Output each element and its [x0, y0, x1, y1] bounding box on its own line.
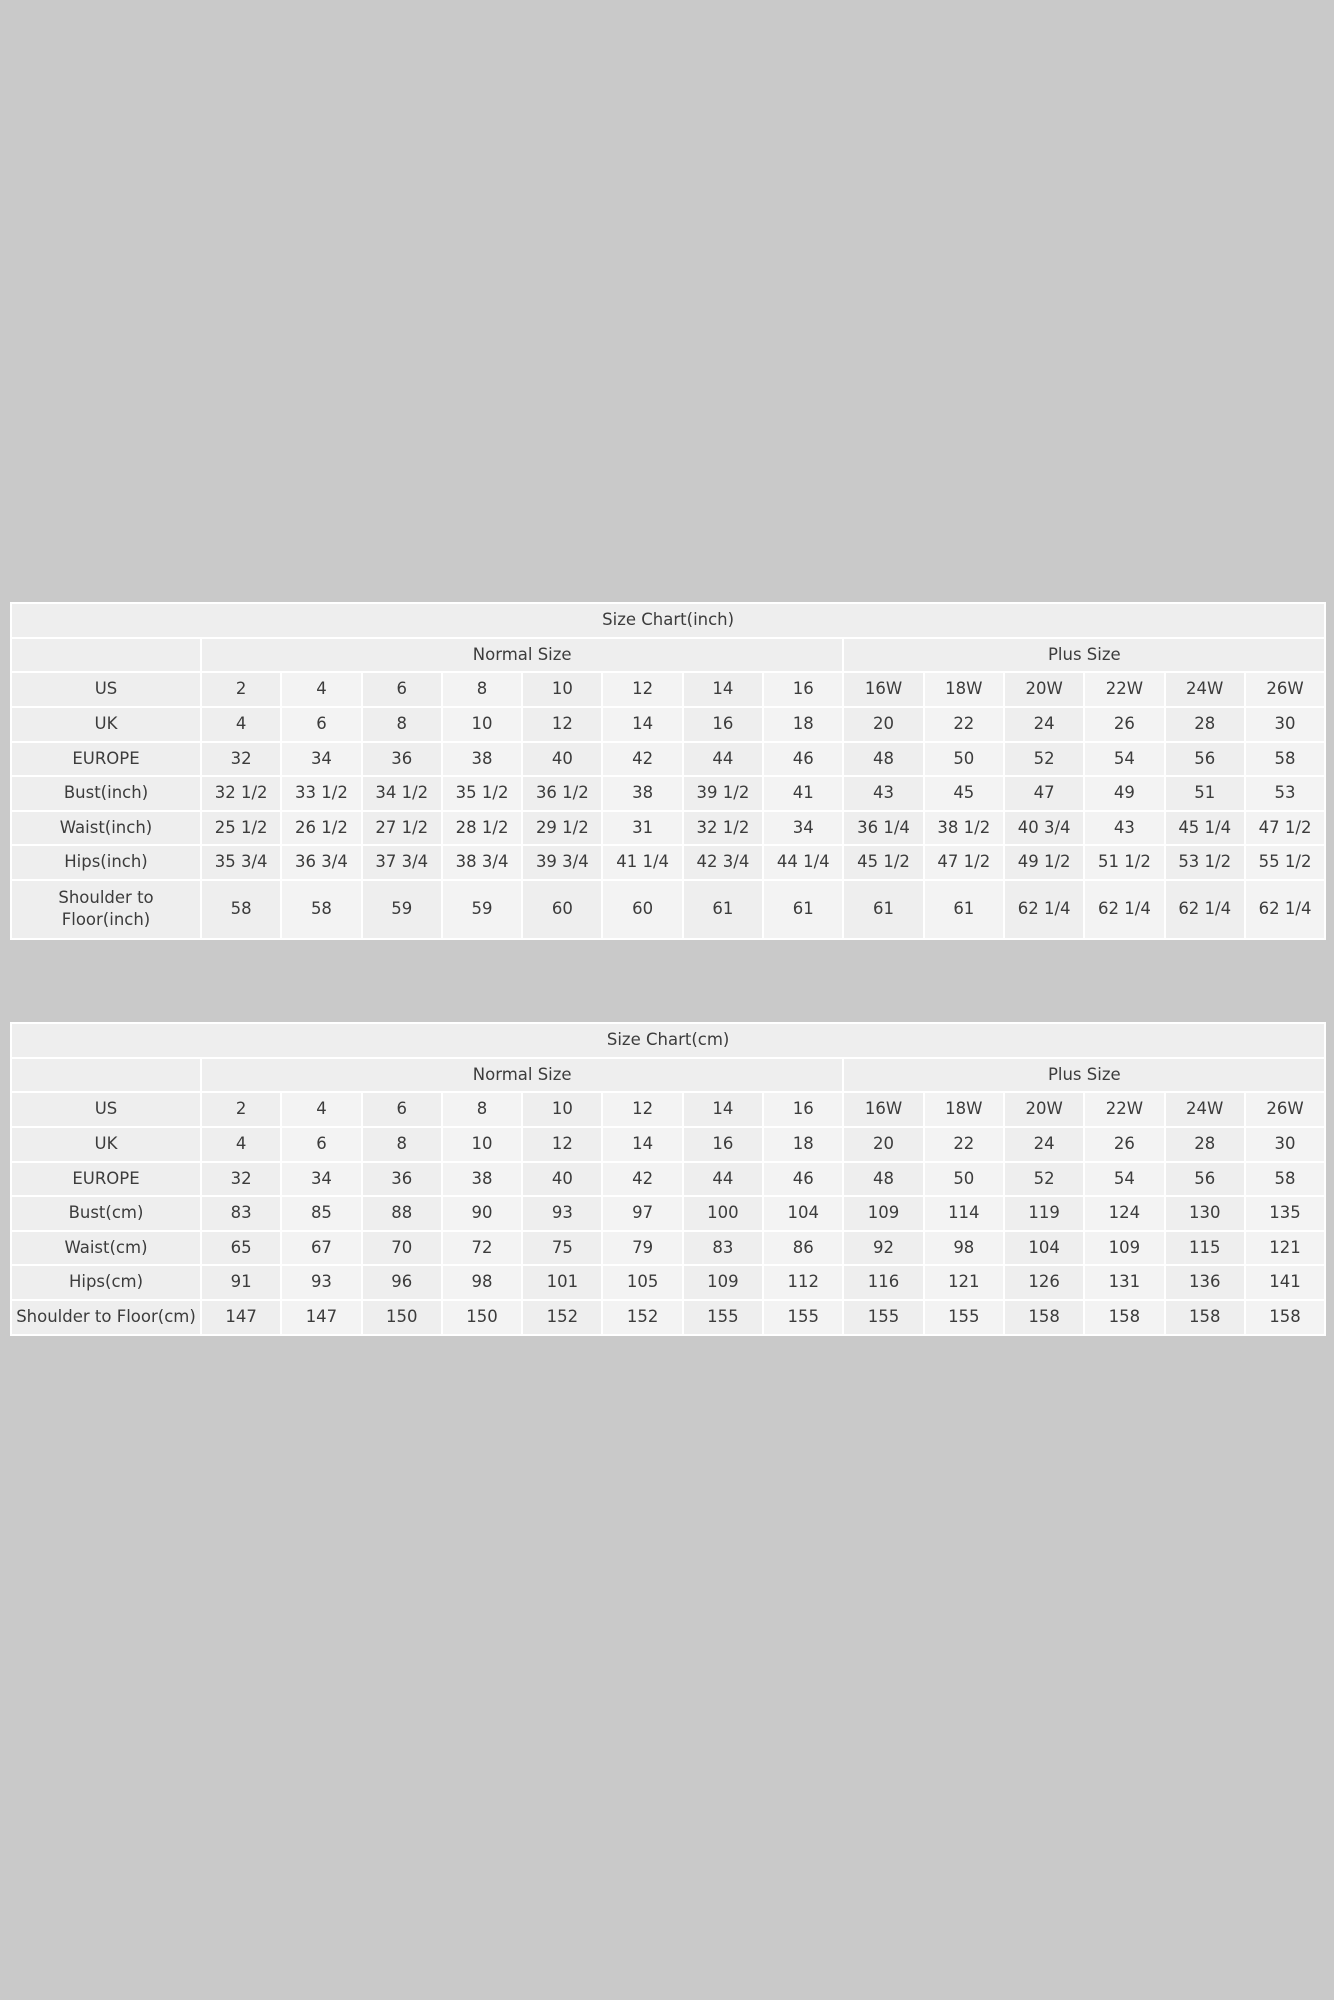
cell: 109 — [683, 1265, 763, 1300]
cell: 67 — [281, 1231, 361, 1266]
cell: 42 3/4 — [683, 845, 763, 880]
cell: 26 1/2 — [281, 811, 361, 846]
cell: 30 — [1245, 1127, 1325, 1162]
cell: 40 — [522, 1162, 602, 1197]
cell: 40 3/4 — [1004, 811, 1084, 846]
cell: 42 — [602, 1162, 682, 1197]
cell: 4 — [281, 1092, 361, 1127]
cell: 61 — [763, 880, 843, 939]
cell: 22W — [1084, 672, 1164, 707]
cell: 20 — [843, 1127, 923, 1162]
cell: 22 — [924, 707, 1004, 742]
corner-cell — [11, 1058, 201, 1093]
cell: 32 1/2 — [201, 776, 281, 811]
cell: 97 — [602, 1196, 682, 1231]
cell: 27 1/2 — [362, 811, 442, 846]
cell: 50 — [924, 742, 1004, 777]
cell: 61 — [924, 880, 1004, 939]
chart-title-inch: Size Chart(inch) — [11, 603, 1325, 638]
cell: 36 1/2 — [522, 776, 602, 811]
cell: 10 — [522, 1092, 602, 1127]
cell: 24 — [1004, 707, 1084, 742]
cell: 22 — [924, 1127, 1004, 1162]
cell: 33 1/2 — [281, 776, 361, 811]
cell: 34 1/2 — [362, 776, 442, 811]
cell: 47 — [1004, 776, 1084, 811]
cell: 91 — [201, 1265, 281, 1300]
row-header-shoulder-to-floor: Shoulder to Floor(cm) — [11, 1300, 201, 1335]
cell: 158 — [1245, 1300, 1325, 1335]
cell: 56 — [1165, 742, 1245, 777]
cell: 90 — [442, 1196, 522, 1231]
cell: 60 — [602, 880, 682, 939]
cell: 45 1/4 — [1165, 811, 1245, 846]
cell: 62 1/4 — [1084, 880, 1164, 939]
cell: 35 3/4 — [201, 845, 281, 880]
cell: 34 — [281, 742, 361, 777]
cell: 36 — [362, 1162, 442, 1197]
cell: 26 — [1084, 707, 1164, 742]
cell: 2 — [201, 1092, 281, 1127]
cell: 155 — [843, 1300, 923, 1335]
cell: 60 — [522, 880, 602, 939]
cell: 152 — [602, 1300, 682, 1335]
cell: 59 — [362, 880, 442, 939]
cell: 16W — [843, 672, 923, 707]
group-header-normal-size: Normal Size — [201, 1058, 843, 1093]
cell: 147 — [281, 1300, 361, 1335]
table-row — [11, 1300, 1325, 1335]
cell: 16 — [683, 707, 763, 742]
cell: 93 — [281, 1265, 361, 1300]
cell: 16 — [763, 672, 843, 707]
cell: 126 — [1004, 1265, 1084, 1300]
row-header-uk: UK — [11, 1127, 201, 1162]
cell: 52 — [1004, 742, 1084, 777]
cell: 20W — [1004, 1092, 1084, 1127]
cell: 37 3/4 — [362, 845, 442, 880]
cell: 50 — [924, 1162, 1004, 1197]
table-row — [11, 1231, 1325, 1266]
cell: 28 1/2 — [442, 811, 522, 846]
cell: 58 — [281, 880, 361, 939]
cell: 136 — [1165, 1265, 1245, 1300]
cell: 150 — [442, 1300, 522, 1335]
cell: 116 — [843, 1265, 923, 1300]
cell: 135 — [1245, 1196, 1325, 1231]
table-row — [11, 1265, 1325, 1300]
cell: 45 — [924, 776, 1004, 811]
cell: 52 — [1004, 1162, 1084, 1197]
cell: 14 — [602, 1127, 682, 1162]
cell: 28 — [1165, 707, 1245, 742]
cell: 86 — [763, 1231, 843, 1266]
cell: 98 — [442, 1265, 522, 1300]
cell: 8 — [362, 1127, 442, 1162]
cell: 18 — [763, 707, 843, 742]
table-row — [11, 1127, 1325, 1162]
cell: 26W — [1245, 1092, 1325, 1127]
cell: 53 1/2 — [1165, 845, 1245, 880]
cell: 121 — [924, 1265, 1004, 1300]
row-header-hips: Hips(inch) — [11, 845, 201, 880]
cell: 4 — [281, 672, 361, 707]
cell: 49 1/2 — [1004, 845, 1084, 880]
cell: 46 — [763, 1162, 843, 1197]
cell: 109 — [1084, 1231, 1164, 1266]
cell: 16 — [763, 1092, 843, 1127]
table-row — [11, 707, 1325, 742]
cell: 155 — [763, 1300, 843, 1335]
cell: 58 — [201, 880, 281, 939]
cell: 104 — [763, 1196, 843, 1231]
cell: 101 — [522, 1265, 602, 1300]
cell: 44 1/4 — [763, 845, 843, 880]
cell: 25 1/2 — [201, 811, 281, 846]
cell: 8 — [442, 672, 522, 707]
cell: 24 — [1004, 1127, 1084, 1162]
cell: 48 — [843, 1162, 923, 1197]
table-row — [11, 845, 1325, 880]
cell: 4 — [201, 1127, 281, 1162]
cell: 38 3/4 — [442, 845, 522, 880]
cell: 40 — [522, 742, 602, 777]
cell: 26W — [1245, 672, 1325, 707]
cell: 158 — [1165, 1300, 1245, 1335]
row-header-shoulder-to-floor: Shoulder to Floor(inch) — [11, 880, 201, 939]
cell: 96 — [362, 1265, 442, 1300]
cell: 38 — [602, 776, 682, 811]
cell: 12 — [602, 672, 682, 707]
cell: 56 — [1165, 1162, 1245, 1197]
cell: 58 — [1245, 742, 1325, 777]
cell: 61 — [843, 880, 923, 939]
group-header-normal-size: Normal Size — [201, 638, 843, 673]
cell: 155 — [924, 1300, 1004, 1335]
cell: 2 — [201, 672, 281, 707]
cell: 114 — [924, 1196, 1004, 1231]
cell: 49 — [1084, 776, 1164, 811]
cell: 31 — [602, 811, 682, 846]
cell: 6 — [362, 672, 442, 707]
cell: 20W — [1004, 672, 1084, 707]
cell: 44 — [683, 1162, 763, 1197]
cell: 105 — [602, 1265, 682, 1300]
cell: 42 — [602, 742, 682, 777]
cell: 121 — [1245, 1231, 1325, 1266]
row-header-us: US — [11, 672, 201, 707]
row-header-uk: UK — [11, 707, 201, 742]
row-header-us: US — [11, 1092, 201, 1127]
cell: 72 — [442, 1231, 522, 1266]
cell: 26 — [1084, 1127, 1164, 1162]
cell: 38 — [442, 1162, 522, 1197]
cell: 35 1/2 — [442, 776, 522, 811]
cell: 100 — [683, 1196, 763, 1231]
cell: 47 1/2 — [924, 845, 1004, 880]
cell: 112 — [763, 1265, 843, 1300]
cell: 141 — [1245, 1265, 1325, 1300]
cell: 152 — [522, 1300, 602, 1335]
cell: 62 1/4 — [1004, 880, 1084, 939]
cell: 36 — [362, 742, 442, 777]
cell: 85 — [281, 1196, 361, 1231]
cell: 12 — [602, 1092, 682, 1127]
row-header-europe: EUROPE — [11, 1162, 201, 1197]
cell: 39 3/4 — [522, 845, 602, 880]
cell: 58 — [1245, 1162, 1325, 1197]
cell: 38 1/2 — [924, 811, 1004, 846]
cell: 24W — [1165, 672, 1245, 707]
cell: 65 — [201, 1231, 281, 1266]
cell: 14 — [683, 1092, 763, 1127]
cell: 30 — [1245, 707, 1325, 742]
cell: 83 — [201, 1196, 281, 1231]
table-row — [11, 880, 1325, 939]
chart-title-cm: Size Chart(cm) — [11, 1023, 1325, 1058]
row-header-hips: Hips(cm) — [11, 1265, 201, 1300]
group-header-plus-size: Plus Size — [843, 638, 1325, 673]
cell: 115 — [1165, 1231, 1245, 1266]
cell: 79 — [602, 1231, 682, 1266]
cell: 55 1/2 — [1245, 845, 1325, 880]
cell: 61 — [683, 880, 763, 939]
cell: 8 — [362, 707, 442, 742]
cell: 14 — [683, 672, 763, 707]
cell: 59 — [442, 880, 522, 939]
cell: 155 — [683, 1300, 763, 1335]
table-group-row — [11, 638, 1325, 673]
cell: 34 — [281, 1162, 361, 1197]
cell: 88 — [362, 1196, 442, 1231]
cell: 36 3/4 — [281, 845, 361, 880]
cell: 109 — [843, 1196, 923, 1231]
row-header-bust: Bust(cm) — [11, 1196, 201, 1231]
cell: 29 1/2 — [522, 811, 602, 846]
cell: 32 1/2 — [683, 811, 763, 846]
table-group-row — [11, 1058, 1325, 1093]
row-header-bust: Bust(inch) — [11, 776, 201, 811]
cell: 18 — [763, 1127, 843, 1162]
row-header-waist: Waist(cm) — [11, 1231, 201, 1266]
size-chart-inch-table — [10, 602, 1326, 940]
cell: 92 — [843, 1231, 923, 1266]
table-row — [11, 742, 1325, 777]
cell: 10 — [442, 1127, 522, 1162]
cell: 98 — [924, 1231, 1004, 1266]
cell: 38 — [442, 742, 522, 777]
table-row — [11, 1196, 1325, 1231]
cell: 54 — [1084, 1162, 1164, 1197]
cell: 16 — [683, 1127, 763, 1162]
cell: 150 — [362, 1300, 442, 1335]
cell: 53 — [1245, 776, 1325, 811]
cell: 41 — [763, 776, 843, 811]
cell: 46 — [763, 742, 843, 777]
cell: 8 — [442, 1092, 522, 1127]
cell: 130 — [1165, 1196, 1245, 1231]
cell: 10 — [442, 707, 522, 742]
cell: 45 1/2 — [843, 845, 923, 880]
table-title-row — [11, 1023, 1325, 1058]
cell: 147 — [201, 1300, 281, 1335]
size-chart-inch-block — [10, 602, 1324, 940]
cell: 18W — [924, 672, 1004, 707]
cell: 51 — [1165, 776, 1245, 811]
cell: 36 1/4 — [843, 811, 923, 846]
size-chart-cm-table — [10, 1022, 1326, 1336]
cell: 54 — [1084, 742, 1164, 777]
table-row — [11, 672, 1325, 707]
cell: 158 — [1084, 1300, 1164, 1335]
cell: 43 — [843, 776, 923, 811]
cell: 158 — [1004, 1300, 1084, 1335]
table-row — [11, 1092, 1325, 1127]
size-chart-cm-block — [10, 1022, 1324, 1336]
cell: 44 — [683, 742, 763, 777]
cell: 48 — [843, 742, 923, 777]
cell: 20 — [843, 707, 923, 742]
cell: 119 — [1004, 1196, 1084, 1231]
cell: 6 — [281, 707, 361, 742]
row-header-europe: EUROPE — [11, 742, 201, 777]
cell: 6 — [281, 1127, 361, 1162]
cell: 62 1/4 — [1165, 880, 1245, 939]
cell: 22W — [1084, 1092, 1164, 1127]
cell: 93 — [522, 1196, 602, 1231]
cell: 4 — [201, 707, 281, 742]
cell: 51 1/2 — [1084, 845, 1164, 880]
cell: 6 — [362, 1092, 442, 1127]
cell: 104 — [1004, 1231, 1084, 1266]
cell: 10 — [522, 672, 602, 707]
group-header-plus-size: Plus Size — [843, 1058, 1325, 1093]
cell: 47 1/2 — [1245, 811, 1325, 846]
row-header-waist: Waist(inch) — [11, 811, 201, 846]
cell: 43 — [1084, 811, 1164, 846]
table-row — [11, 776, 1325, 811]
cell: 18W — [924, 1092, 1004, 1127]
cell: 24W — [1165, 1092, 1245, 1127]
cell: 12 — [522, 707, 602, 742]
cell: 83 — [683, 1231, 763, 1266]
table-row — [11, 1162, 1325, 1197]
cell: 39 1/2 — [683, 776, 763, 811]
cell: 124 — [1084, 1196, 1164, 1231]
cell: 34 — [763, 811, 843, 846]
cell: 70 — [362, 1231, 442, 1266]
table-row — [11, 811, 1325, 846]
cell: 12 — [522, 1127, 602, 1162]
cell: 32 — [201, 742, 281, 777]
corner-cell — [11, 638, 201, 673]
cell: 131 — [1084, 1265, 1164, 1300]
cell: 16W — [843, 1092, 923, 1127]
table-title-row — [11, 603, 1325, 638]
cell: 41 1/4 — [602, 845, 682, 880]
cell: 14 — [602, 707, 682, 742]
cell: 32 — [201, 1162, 281, 1197]
cell: 75 — [522, 1231, 602, 1266]
cell: 28 — [1165, 1127, 1245, 1162]
cell: 62 1/4 — [1245, 880, 1325, 939]
